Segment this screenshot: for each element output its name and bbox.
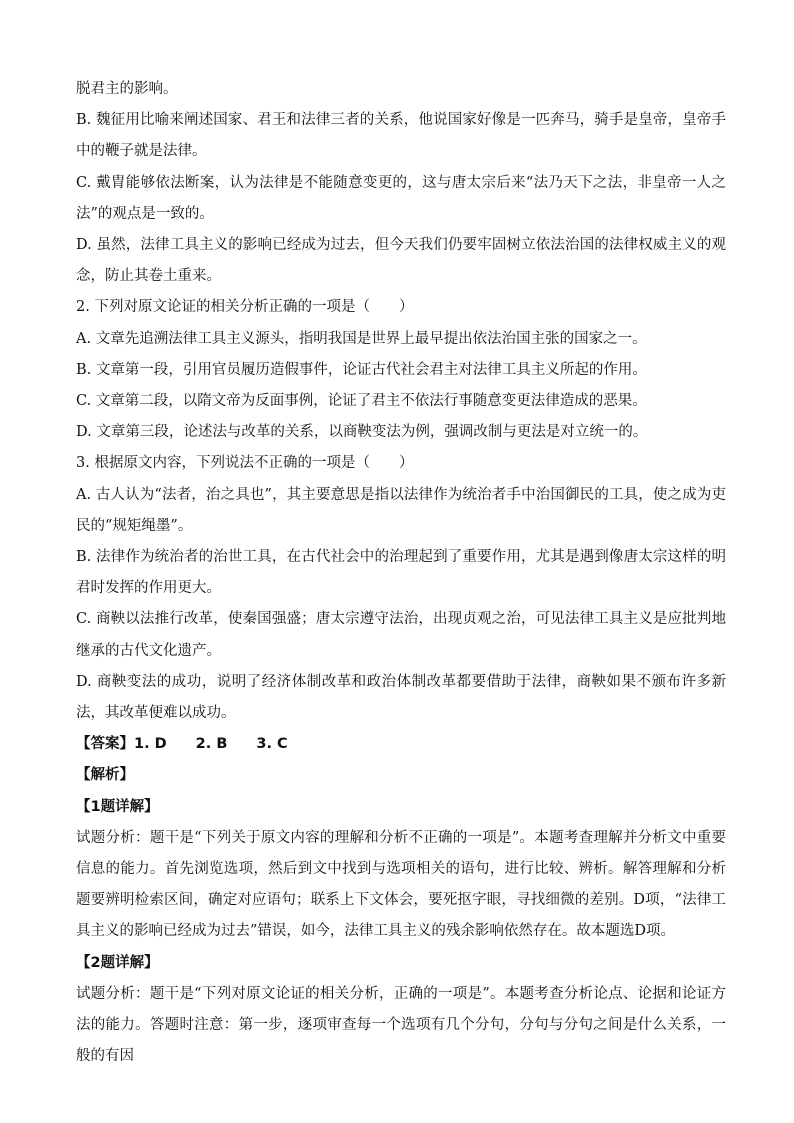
answer-heading: 【答案】1. D 2. B 3. C [76,736,288,753]
question-2: 2. 下列对原文论证的相关分析正确的一项是（ ） [76,299,414,316]
q1-analysis: 试题分析：题干是“下列关于原文内容的理解和分析不正确的一项是”。本题考查理解并分析文中重要信息的能力。首先浏览选项，然后到文中找到与选项相关的语句，进行比较、辨析。解答理解和分析题要辨明检索区间，确定对应语句；联系上下文体会，要死抠字眼，寻找细微的差别。D项，“法律工具主义的影响已经成为过去”错误，如今，法律工具主义的残余影响依然存在。故本题选D项。 [76,829,726,940]
option-b-q1: B. 魏征用比喻来阐述国家、君王和法律三者的关系，他说国家好像是一匹奔马，骑手是皇帝，皇帝手中的鞭子就是法律。 [76,112,726,160]
analysis-heading: 【解析】 [76,767,134,784]
option-a-q3: A. 古人认为“法者，治之具也”，其主要意思是指以法律作为统治者手中治国御民的工具，使之成为吏民的“规矩绳墨”。 [76,486,726,534]
q1-detail-heading: 【1题详解】 [76,798,159,815]
q2-analysis: 试题分析：题干是“下列对原文论证的相关分析，正确的一项是”。本题考查分析论点、论据和论证方法的能力。答题时注意：第一步，逐项审查每一个选项有几个分句，分句与分句之间是什么关系，一般的有因 [76,985,726,1065]
option-b-q3: B. 法律作为统治者的治世工具，在古代社会中的治理起到了重要作用，尤其是遇到像唐太宗这样的明君时发挥的作用更大。 [76,549,726,597]
question-3: 3. 根据原文内容，下列说法不正确的一项是（ ） [76,455,414,472]
document-body [76,74,726,1073]
option-c-q1: C. 戴胄能够依法断案，认为法律是不能随意变更的，这与唐太宗后来“法乃天下之法，非皇帝一人之法”的观点是一致的。 [76,174,726,222]
option-d-q2: D. 文章第三段，论述法与改革的关系，以商鞅变法为例，强调改制与更法是对立统一的。 [76,424,648,441]
option-d-q1: D. 虽然，法律工具主义的影响已经成为过去，但今天我们仍要牢固树立依法治国的法律权威主义的观念，防止其卷土重来。 [76,237,726,285]
option-c-q3: C. 商鞅以法推行改革，使秦国强盛；唐太宗遵守法治，出现贞观之治，可见法律工具主义是应批判地继承的古代文化遗产。 [76,611,726,659]
option-b-q2: B. 文章第一段，引用官员履历造假事件，论证古代社会君主对法律工具主义所起的作用。 [76,361,647,378]
paragraph: 脱君主的影响。 [76,81,178,97]
q2-detail-heading: 【2题详解】 [76,954,159,971]
option-d-q3: D. 商鞅变法的成功，说明了经济体制改革和政治体制改革都要借助于法律，商鞅如果不颁布许多新法，其改革便难以成功。 [76,673,726,722]
option-a-q2: A. 文章先追溯法律工具主义源头，指明我国是世界上最早提出依法治国主张的国家之一。 [76,330,647,347]
option-c-q2: C. 文章第二段，以隋文帝为反面事例，论证了君主不依法行事随意变更法律造成的恶果。 [76,393,647,410]
